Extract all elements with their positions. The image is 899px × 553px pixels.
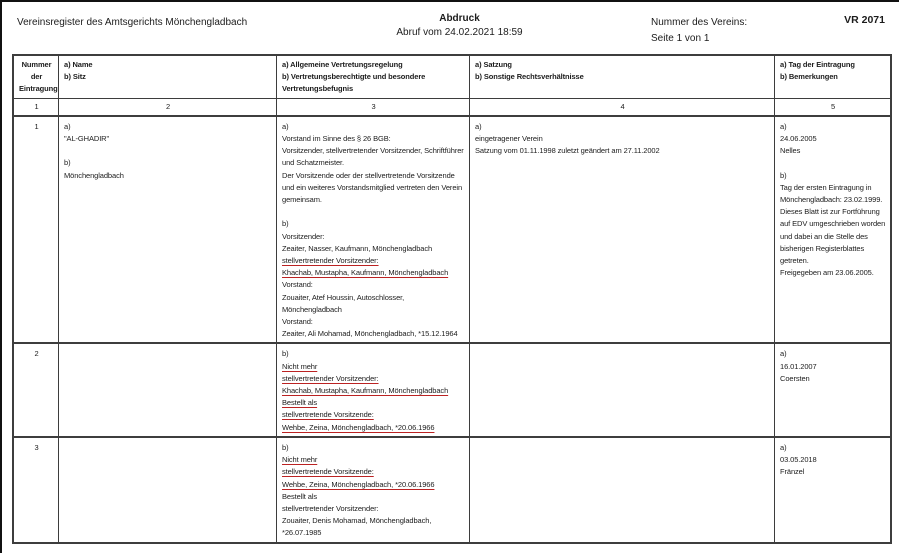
text-line: Mönchengladbach: 23.02.1999. (780, 195, 883, 205)
text-line: Nicht mehr (282, 455, 318, 465)
text-line: Wehbe, Zeina, Mönchengladbach, *20.06.1966 (282, 479, 435, 489)
text-line: gemeinsam. (282, 195, 322, 205)
text-line: 2 (165, 101, 171, 111)
table-row (14, 436, 890, 542)
text-line: Coersten (780, 373, 810, 383)
text-line: Mönchengladbach (282, 304, 342, 314)
text-line: Satzung vom 01.11.1998 zuletzt geändert am 27.11.2002 (475, 146, 660, 156)
column-header-2 (59, 56, 277, 98)
page-indicator: Seite 1 von 1 (651, 33, 710, 44)
register-number: VR 2071 (844, 14, 885, 26)
text-line: 03.05.2018 (780, 455, 817, 465)
table-row (14, 117, 890, 343)
cell-eintragung (775, 438, 890, 542)
text-line: Nicht mehr (282, 361, 318, 371)
column-number-5 (775, 99, 890, 115)
text-line: 5 (830, 101, 836, 111)
text-line: und dabei an die Stelle des (780, 231, 868, 241)
text-line: 4 (620, 101, 625, 111)
text-line: a) (282, 121, 289, 131)
cell-satzung (470, 438, 775, 542)
text-line: b) (780, 170, 787, 180)
text-line: a) (780, 442, 787, 452)
column-number-2 (59, 99, 277, 115)
text-line: 2 (34, 349, 39, 359)
cell-vertretung (277, 117, 470, 343)
cell-name-sitz (59, 438, 277, 542)
cell-eintragung (775, 117, 890, 343)
column-number-1 (14, 99, 59, 115)
text-line: Dieses Blatt ist zur Fortführung (780, 207, 880, 217)
text-line: Vertretungsbefugnis (282, 84, 354, 94)
text-line: Eintragung (19, 84, 58, 94)
cell-vertretung (277, 438, 470, 542)
text-line: Zeaiter, Nasser, Kaufmann, Mönchengladbach (282, 243, 433, 253)
text-line: Vorstand: (282, 280, 313, 290)
retrieval-timestamp: Abruf vom 24.02.2021 18:59 (396, 27, 523, 38)
text-line: Der Vorsitzende oder der stellvertretende Vorsitzende (282, 170, 455, 180)
table-header-row (14, 56, 890, 99)
text-line: b) (282, 219, 289, 229)
text-line: Vorsitzender, stellvertretender Vorsitzender, Schriftführer (282, 146, 464, 156)
text-line: a) (475, 121, 482, 131)
text-line: stellvertretender Vorsitzender: (282, 503, 379, 513)
text-line: 3 (34, 442, 39, 452)
text-line: b) (282, 442, 289, 452)
text-line: bisherigen Registerblattes (780, 243, 865, 253)
text-line: Bestellt als (282, 398, 318, 408)
text-line: Freigegeben am 23.06.2005. (780, 268, 874, 278)
text-line: Khachab, Mustapha, Kaufmann, Mönchengladbach (282, 268, 449, 278)
column-number-3 (277, 99, 470, 115)
text-line: Zouaiter, Denis Mohamad, Mönchengladbach, (282, 516, 432, 526)
text-line: a) Tag der Eintragung (780, 60, 855, 69)
text-line: Fränzel (780, 467, 805, 477)
text-line: stellvertretender Vorsitzender: (282, 373, 379, 383)
text-line: "AL-GHADIR" (64, 134, 110, 144)
column-header-3 (277, 56, 470, 98)
register-title: Vereinsregister des Amtsgerichts Mönchengladbach (17, 17, 248, 28)
text-line: Bestellt als (282, 491, 318, 501)
text-line: a) Allgemeine Vertretungsregelung (282, 60, 403, 69)
text-line: a) (780, 349, 787, 359)
text-line: stellvertretende Vorsitzende: (282, 467, 374, 477)
text-line: Khachab, Mustapha, Kaufmann, Mönchengladbach (282, 386, 449, 396)
column-header-1 (14, 56, 59, 98)
text-line: b) (64, 158, 71, 168)
text-line: 1 (34, 121, 39, 131)
cell-name-sitz (59, 117, 277, 343)
text-line (282, 206, 465, 218)
text-line: Vorstand im Sinne des § 26 BGB: (282, 134, 391, 144)
cell-entry-number (14, 438, 59, 542)
header-center-block (372, 13, 547, 38)
table-row (14, 342, 890, 435)
text-line: b) Vertretungsberechtigte und besondere (282, 72, 426, 82)
text-line: 24.06.2005 (780, 134, 817, 144)
cell-vertretung (277, 344, 470, 435)
text-line: stellvertretender Vorsitzender: (282, 256, 379, 266)
text-line: Wehbe, Zeina, Mönchengladbach, *20.06.1966 (282, 422, 435, 432)
text-line: stellvertretende Vorsitzende: (282, 410, 374, 420)
text-line: und ein weiteres Vorstandsmitglied vertreten den Verein (282, 182, 463, 192)
text-line: a) (64, 121, 71, 131)
column-header-5 (775, 56, 890, 98)
text-line: b) Bemerkungen (780, 72, 838, 82)
text-line: eingetragener Verein (475, 134, 543, 144)
text-line: Nummer (21, 60, 52, 69)
text-line (64, 145, 272, 157)
text-line: Vorsitzender: (282, 231, 325, 241)
doc-type-title: Abdruck (439, 13, 480, 24)
text-line: a) Satzung (475, 60, 512, 69)
number-of-association-label: Nummer des Vereins: (651, 17, 748, 28)
cell-satzung (470, 344, 775, 435)
column-header-4 (470, 56, 775, 98)
cell-eintragung (775, 344, 890, 435)
text-line: 16.01.2007 (780, 361, 817, 371)
text-line: b) Sonstige Rechtsverhältnisse (475, 72, 584, 82)
text-line: *26.07.1985 (282, 528, 322, 538)
text-line: und Schatzmeister. (282, 158, 344, 168)
header-number-block (651, 15, 747, 47)
text-line: Nelles (780, 146, 801, 156)
text-line: 1 (34, 101, 39, 111)
text-line: Vorstand: (282, 317, 313, 327)
column-number-4 (470, 99, 775, 115)
text-line: Tag der ersten Eintragung in (780, 182, 872, 192)
text-line: b) Sitz (64, 72, 86, 82)
text-line: der (30, 72, 43, 82)
text-line: auf EDV umgeschrieben worden (780, 219, 886, 229)
cell-satzung (470, 117, 775, 343)
table-number-row (14, 99, 890, 117)
register-table (12, 54, 892, 544)
text-line: a) (780, 121, 787, 131)
text-line: Zeaiter, Ali Mohamad, Mönchengladbach, *15.12.1964 (282, 329, 458, 339)
cell-entry-number (14, 344, 59, 435)
text-line (780, 157, 886, 169)
text-line: Mönchengladbach (64, 170, 124, 180)
text-line: a) Name (64, 60, 93, 69)
text-line: b) (282, 349, 289, 359)
text-line: 3 (371, 101, 376, 111)
cell-entry-number (14, 117, 59, 343)
text-line: Zouaiter, Atef Houssin, Autoschlosser, (282, 292, 405, 302)
table-body (14, 117, 890, 542)
text-line: getreten. (780, 256, 809, 266)
cell-name-sitz (59, 344, 277, 435)
